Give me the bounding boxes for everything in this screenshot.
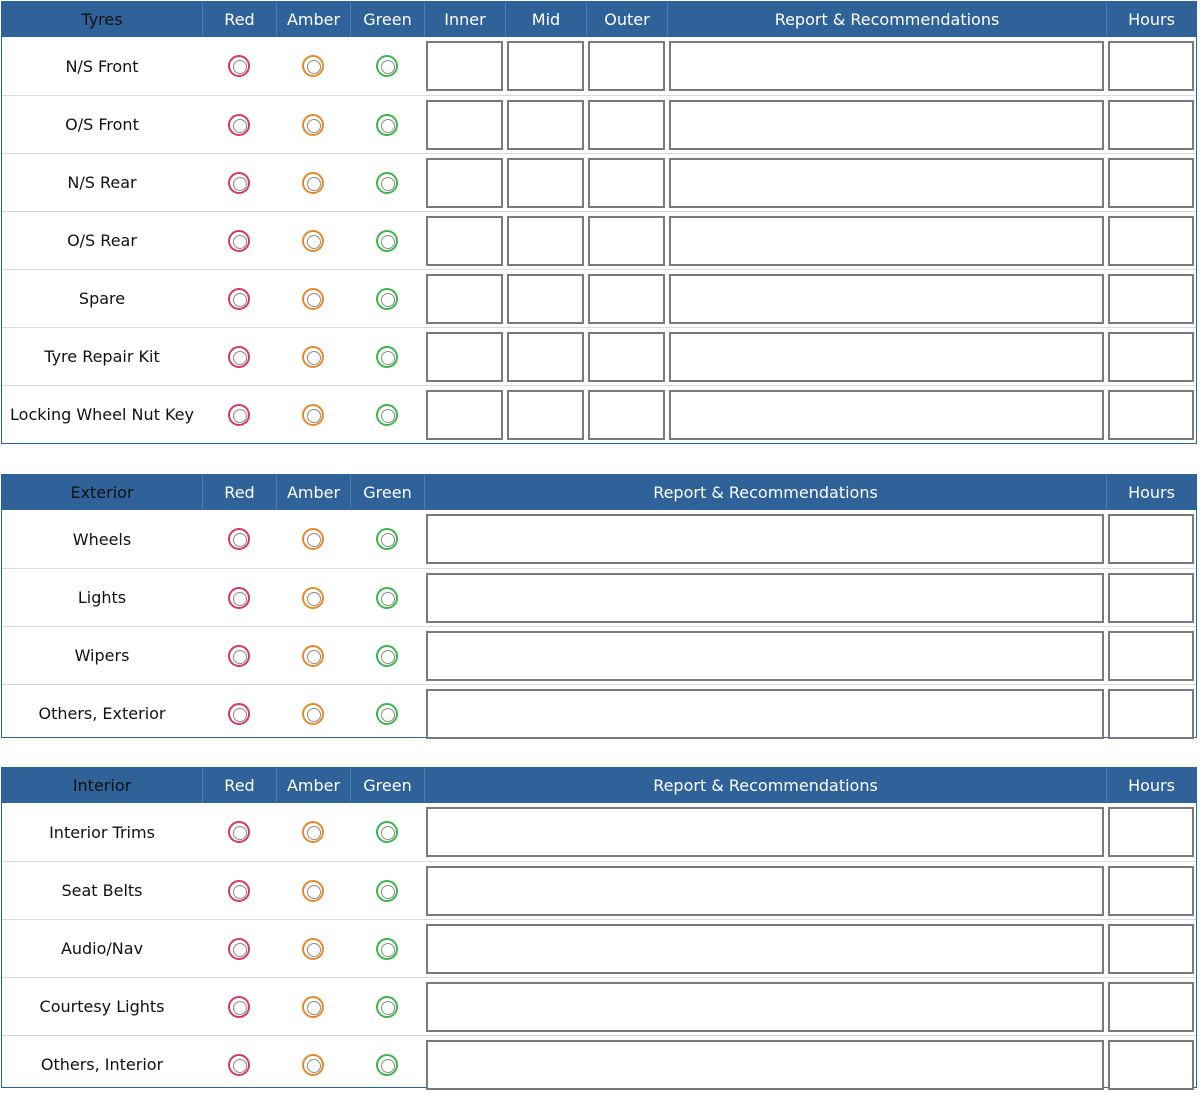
inner-tread-input[interactable] [426,274,503,324]
table-row [2,37,1196,95]
amber-cell [276,510,350,568]
report-column-header: Report & Recommendations [667,2,1106,37]
report-input[interactable] [426,807,1104,857]
hours-input[interactable] [1108,332,1194,382]
amber-radio[interactable] [302,1054,324,1076]
hours-cell [1106,386,1196,443]
green-radio[interactable] [376,288,398,310]
mid-tread-cell [505,212,586,269]
report-cell [424,510,1106,568]
green-radio[interactable] [376,880,398,902]
report-input[interactable] [426,1040,1104,1090]
amber-radio[interactable] [302,703,324,725]
outer-column-header: Outer [586,2,667,37]
report-cell [424,569,1106,626]
report-input[interactable] [669,158,1104,208]
green-cell [350,627,424,684]
inner-tread-input[interactable] [426,158,503,208]
red-cell [202,803,276,861]
amber-radio[interactable] [302,528,324,550]
table-row [2,510,1196,568]
amber-cell [276,328,350,385]
amber-cell [276,212,350,269]
interior-title: Interior [72,776,132,795]
green-radio[interactable] [376,404,398,426]
red-radio[interactable] [228,821,250,843]
report-cell [424,1036,1106,1093]
report-cell [424,978,1106,1035]
green-radio[interactable] [376,996,398,1018]
amber-radio[interactable] [302,645,324,667]
interior-header [2,768,1196,803]
hours-cell [1106,978,1196,1035]
green-cell [350,37,424,95]
red-column-header: Red [202,768,276,803]
hours-cell [1106,862,1196,919]
hours-column-header: Hours [1106,2,1196,37]
outer-tread-input[interactable] [588,41,665,91]
amber-radio[interactable] [302,938,324,960]
hours-input[interactable] [1108,573,1194,623]
hours-input[interactable] [1108,807,1194,857]
amber-radio[interactable] [302,346,324,368]
exterior-title: Exterior [70,483,134,502]
amber-cell [276,37,350,95]
red-cell [202,212,276,269]
table-row [2,977,1196,1035]
row-label: Lights [77,588,127,607]
amber-cell [276,803,350,861]
row-label: O/S Front [65,115,139,134]
red-radio[interactable] [228,288,250,310]
outer-tread-cell [586,328,667,385]
row-label: Others, Exterior [38,704,166,723]
table-row [2,626,1196,684]
green-cell [350,803,424,861]
amber-radio[interactable] [302,404,324,426]
green-cell [350,270,424,327]
mid-tread-input[interactable] [507,158,584,208]
hours-cell [1106,154,1196,211]
green-radio[interactable] [376,703,398,725]
green-radio[interactable] [376,230,398,252]
table-row [2,684,1196,742]
hours-column-header: Hours [1106,768,1196,803]
row-label: Interior Trims [49,822,155,842]
table-row [2,327,1196,385]
report-cell [667,37,1106,95]
hours-cell [1106,328,1196,385]
amber-cell [276,920,350,977]
mid-tread-input[interactable] [507,390,584,440]
inner-tread-input[interactable] [426,216,503,266]
red-radio[interactable] [228,404,250,426]
hours-input[interactable] [1108,924,1194,974]
mid-column-header: Mid [505,2,586,37]
red-cell [202,270,276,327]
row-label: O/S Rear [67,231,137,250]
red-radio[interactable] [228,114,250,136]
outer-tread-input[interactable] [588,274,665,324]
report-input[interactable] [426,689,1104,739]
red-cell [202,978,276,1035]
red-cell [202,37,276,95]
report-input[interactable] [669,390,1104,440]
hours-input[interactable] [1108,216,1194,266]
report-column-header: Report & Recommendations [424,768,1106,803]
green-radio[interactable] [376,645,398,667]
amber-column-header: Amber [276,2,350,37]
amber-cell [276,386,350,443]
green-radio[interactable] [376,55,398,77]
amber-cell [276,569,350,626]
inner-tread-input[interactable] [426,41,503,91]
hours-cell [1106,685,1196,742]
report-cell [424,627,1106,684]
mid-tread-input[interactable] [507,332,584,382]
red-radio[interactable] [228,528,250,550]
hours-input[interactable] [1108,390,1194,440]
table-row [2,803,1196,861]
row-label: Spare [78,289,126,308]
report-cell [667,270,1106,327]
report-cell [424,920,1106,977]
outer-tread-input[interactable] [588,390,665,440]
green-column-header: Green [350,475,424,510]
green-cell [350,386,424,443]
hours-cell [1106,1036,1196,1093]
row-label: N/S Front [65,56,139,76]
hours-cell [1106,510,1196,568]
hours-cell [1106,569,1196,626]
row-label: Wipers [74,646,130,665]
amber-radio[interactable] [302,230,324,252]
mid-tread-cell [505,96,586,153]
red-radio[interactable] [228,880,250,902]
report-input[interactable] [669,274,1104,324]
amber-radio[interactable] [302,880,324,902]
tyres-header [2,2,1196,37]
inner-tread-cell [424,154,505,211]
mid-tread-cell [505,328,586,385]
green-cell [350,510,424,568]
amber-cell [276,270,350,327]
report-cell [667,212,1106,269]
hours-input[interactable] [1108,158,1194,208]
red-cell [202,328,276,385]
exterior-section [1,474,1197,738]
hours-column-header: Hours [1106,475,1196,510]
red-cell [202,386,276,443]
report-cell [667,154,1106,211]
green-radio[interactable] [376,938,398,960]
report-cell [424,803,1106,861]
hours-input[interactable] [1108,631,1194,681]
hours-cell [1106,37,1196,95]
green-cell [350,328,424,385]
outer-tread-cell [586,154,667,211]
report-input[interactable] [426,982,1104,1032]
red-cell [202,510,276,568]
row-label: N/S Rear [67,173,137,192]
row-label: Seat Belts [61,881,143,900]
red-radio[interactable] [228,587,250,609]
green-cell [350,862,424,919]
hours-input[interactable] [1108,100,1194,150]
amber-cell [276,627,350,684]
red-cell [202,154,276,211]
amber-radio[interactable] [302,821,324,843]
inner-tread-cell [424,212,505,269]
report-input[interactable] [426,924,1104,974]
tyres-section [1,1,1197,444]
red-column-header: Red [202,2,276,37]
red-radio[interactable] [228,996,250,1018]
report-input[interactable] [426,573,1104,623]
row-label: Others, Interior [40,1055,164,1074]
table-row [2,861,1196,919]
hours-input[interactable] [1108,689,1194,739]
hours-cell [1106,627,1196,684]
inner-tread-input[interactable] [426,332,503,382]
outer-tread-cell [586,212,667,269]
green-cell [350,96,424,153]
tyres-title: Tyres [81,10,123,29]
interior-rows [2,803,1196,1093]
green-column-header: Green [350,768,424,803]
report-input[interactable] [426,631,1104,681]
table-row [2,95,1196,153]
hours-input[interactable] [1108,982,1194,1032]
outer-tread-input[interactable] [588,158,665,208]
hours-cell [1106,96,1196,153]
outer-tread-cell [586,37,667,95]
outer-tread-input[interactable] [588,332,665,382]
mid-tread-cell [505,37,586,95]
mid-tread-input[interactable] [507,100,584,150]
green-radio[interactable] [376,587,398,609]
green-radio[interactable] [376,172,398,194]
green-radio[interactable] [376,114,398,136]
report-input[interactable] [669,100,1104,150]
red-cell [202,96,276,153]
green-radio[interactable] [376,1054,398,1076]
row-label: Audio/Nav [60,939,144,958]
inner-tread-cell [424,37,505,95]
red-radio[interactable] [228,703,250,725]
amber-radio[interactable] [302,172,324,194]
red-cell [202,627,276,684]
amber-cell [276,1036,350,1093]
green-column-header: Green [350,2,424,37]
outer-tread-cell [586,386,667,443]
report-cell [667,96,1106,153]
hours-cell [1106,270,1196,327]
green-cell [350,920,424,977]
red-radio[interactable] [228,346,250,368]
report-input[interactable] [669,216,1104,266]
inner-tread-cell [424,328,505,385]
amber-cell [276,685,350,742]
amber-radio[interactable] [302,114,324,136]
report-cell [424,862,1106,919]
mid-tread-input[interactable] [507,216,584,266]
outer-tread-cell [586,270,667,327]
red-radio[interactable] [228,1054,250,1076]
mid-tread-cell [505,154,586,211]
report-input[interactable] [669,332,1104,382]
table-row [2,269,1196,327]
red-radio[interactable] [228,230,250,252]
hours-input[interactable] [1108,274,1194,324]
hours-input[interactable] [1108,514,1194,564]
row-label: Locking Wheel Nut Key [10,405,194,424]
green-radio[interactable] [376,528,398,550]
inner-tread-input[interactable] [426,100,503,150]
amber-column-header: Amber [276,768,350,803]
red-radio[interactable] [228,938,250,960]
red-cell [202,862,276,919]
red-cell [202,685,276,742]
report-input[interactable] [669,41,1104,91]
table-row [2,211,1196,269]
table-row [2,153,1196,211]
red-cell [202,1036,276,1093]
green-radio[interactable] [376,346,398,368]
inner-tread-cell [424,386,505,443]
report-cell [667,386,1106,443]
amber-radio[interactable] [302,587,324,609]
row-label: Courtesy Lights [39,997,165,1016]
amber-radio[interactable] [302,996,324,1018]
inner-tread-input[interactable] [426,390,503,440]
green-cell [350,154,424,211]
green-cell [350,1036,424,1093]
interior-section [1,767,1197,1088]
report-cell [667,328,1106,385]
table-row [2,568,1196,626]
red-radio[interactable] [228,172,250,194]
report-column-header: Report & Recommendations [424,475,1106,510]
report-cell [424,685,1106,742]
mid-tread-input[interactable] [507,274,584,324]
exterior-header [2,475,1196,510]
report-input[interactable] [426,866,1104,916]
hours-input[interactable] [1108,1040,1194,1090]
amber-cell [276,978,350,1035]
green-cell [350,569,424,626]
green-cell [350,978,424,1035]
hours-input[interactable] [1108,866,1194,916]
amber-cell [276,862,350,919]
amber-cell [276,154,350,211]
red-radio[interactable] [228,645,250,667]
hours-input[interactable] [1108,41,1194,91]
inner-column-header: Inner [424,2,505,37]
green-radio[interactable] [376,821,398,843]
hours-cell [1106,212,1196,269]
red-column-header: Red [202,475,276,510]
mid-tread-cell [505,386,586,443]
inner-tread-cell [424,96,505,153]
hours-cell [1106,920,1196,977]
exterior-rows [2,510,1196,742]
red-radio[interactable] [228,55,250,77]
table-row [2,385,1196,443]
report-input[interactable] [426,514,1104,564]
red-cell [202,920,276,977]
amber-column-header: Amber [276,475,350,510]
red-cell [202,569,276,626]
outer-tread-cell [586,96,667,153]
outer-tread-input[interactable] [588,216,665,266]
hours-cell [1106,803,1196,861]
amber-radio[interactable] [302,288,324,310]
green-cell [350,685,424,742]
row-label: Tyre Repair Kit [44,347,160,366]
inner-tread-cell [424,270,505,327]
amber-radio[interactable] [302,55,324,77]
mid-tread-input[interactable] [507,41,584,91]
outer-tread-input[interactable] [588,100,665,150]
mid-tread-cell [505,270,586,327]
tyres-rows [2,37,1196,443]
green-cell [350,212,424,269]
table-row [2,1035,1196,1093]
table-row [2,919,1196,977]
row-label: Wheels [72,529,132,549]
amber-cell [276,96,350,153]
